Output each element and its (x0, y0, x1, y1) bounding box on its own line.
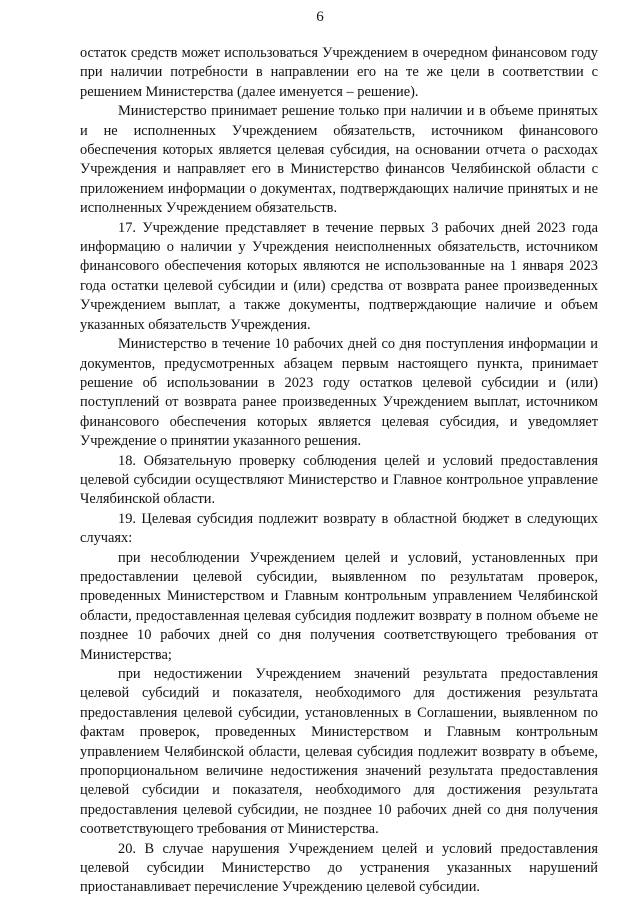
page-number: 6 (316, 9, 324, 25)
paragraph-20: 20. В случае нарушения Учреждением целей и условий предоставления целевой субсидии Министерство до устранения указанных нарушений приостанавливает перечисление Учреждению целевой субсидии. (80, 840, 598, 896)
paragraph-18: 18. Обязательную проверку соблюдения целей и условий предоставления целевой субсидии осуществляют Министерство и Главное контрольное управление Челябинской области. (80, 452, 598, 508)
paragraph-19-case-1: при несоблюдении Учреждением целей и условий, установленных при предоставлении целевой субсидии, выявленном по результатам проверок, проведенных Министерством и Главным контрольным управлением Челябинской области, предоставленная целевая субсидия подлежит возврату в полном объеме не позднее 10 рабочих дней со дня получения соответствующего требования от Министерства; (80, 549, 598, 663)
paragraph-continuation: остаток средств может использоваться Учреждением в очередном финансовом году при наличии потребности в направлении его на те же цели в соответствии с решением Министерства (далее именуется – решение). (80, 45, 598, 100)
paragraph-17-ministry: Министерство в течение 10 рабочих дней со дня поступления информации и документов, предусмотренных абзацем первым настоящего пункта, принимает решение об использовании в 2023 году остатков целевой субсидии и (или) поступлений от возврата ранее произведенных Учреждением выплат, источником финансового обеспечения которых является целевая субсидия, и уведомляет Учреждение о принятии указанного решения. (80, 336, 598, 450)
document-body (80, 44, 598, 898)
paragraph-19: 19. Целевая субсидия подлежит возврату в областной бюджет в следующих случаях: (80, 510, 598, 547)
paragraph-ministry-decision: Министерство принимает решение только при наличии и в объеме принятых и не исполненных Учреждением обязательств, источником финансового обеспечения которых является целевая субсидия, на основании отчета о расходах Учреждения и направляет его в Министерство финансов Челябинской области с приложением информации о документах, подтверждающих наличие принятых и не исполненных Учреждением обязательств. (80, 103, 598, 217)
paragraph-19-case-2: при недостижении Учреждением значений результата предоставления целевой субсидий и показателя, необходимого для достижения результата предоставления целевой субсидии, установленных в Соглашении, выявленном по фактам проверок, проведенных Министерством и Главным контрольным управлением Челябинской области, целевая субсидия подлежит возврату в объеме, пропорциональном величине недостижения значений результата предоставления целевой субсидии и показателя, необходимого для достижения результата предоставления целевой субсидии, не позднее 10 рабочих дней со дня получения соответствующего требования от Министерства. (80, 666, 598, 838)
paragraph-17: 17. Учреждение представляет в течение первых 3 рабочих дней 2023 года информацию о наличии у Учреждения неисполненных обязательств, источником финансового обеспечения которых являются не использованные на 1 января 2023 года остатки целевой субсидии и (или) средства от возврата ранее произведенных Учреждением выплат, а также документы, подтверждающие наличие и объем указанных обязательств Учреждения. (80, 219, 598, 333)
